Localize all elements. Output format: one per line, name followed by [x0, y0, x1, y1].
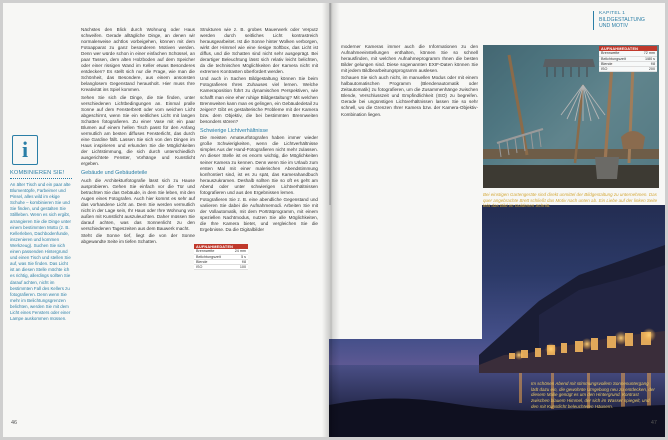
exif-row: Brennweite 72 mm	[601, 51, 655, 56]
exif-row: Belichtungszeit 5 s	[196, 254, 246, 259]
paragraph: Schauen Sie sich auch nicht, im manuellen Modus oder mit einem halbautomatischen Programm (Blendenautomatik oder Zeitautomatik) zu fotografieren, um die Zusammenhänge zwischen Blende, Verschlusszeit und Empfindlichkeit (ISO) zu begreifen. Gerade bei ungünstigen Lichtverhältnissen lassen Sie so sehr schnell, wo die Grenzen Ihrer Kamera bzw. der Kamera-Objektiv-Kombination liegen.	[341, 75, 478, 117]
paragraph: Und auch in Sachen Bildgestaltung können Sie beim Fotografieren Ihres Zuhauses viel lernen. Welche Kameraposition führt zu dynamischen Perspektiven, wie schafft man eine eher ruhige Bildgestaltung? Mit welchen Brennweiten kann man es gelingen, ein Gebäudedetail zu zeigen? Gibt es gestalterische Probleme mit der Kamera bzw. dem Objektiv, die bei bestimmten Brennweiten besonders stören?	[200, 76, 318, 124]
paragraph: Fotografieren Sie z. B. eine abendliche Gegenstand und variieren Sie dabei die Aufnahmemodi. Arbeiten Sie mit der Vollautomatik, mit dem Porträtprogramm, mit einem speziellen Nachtmodus, nutzen Sie alle Möglichkeiten, die Ihre Kamera bietet, und vergleichen Sie die Ergebnisse. Da die Digitalbilder	[200, 196, 318, 233]
text-column-right	[341, 44, 478, 119]
paragraph: Strukturen wie z. B. grobes Mauerwerk oder Verputz werden durch seitliches Licht kontrastreich herausgearbeitet. Ist die Sonne hinter Wolken verborgen, wirkt der Himmel wie eine riesige Softbox, das Licht ist diffus, und die Schatten sind nicht sehr ausgeprägt. Bei derartiger Beleuchtung lässt sich relativ leicht belichten, da die technischen Möglichkeiten der Kamera nicht mit extremen Kontrasten überfordert werden.	[200, 27, 318, 75]
text-column-1	[81, 27, 195, 246]
exif-row: Belichtungszeit 1/80 s	[601, 56, 655, 61]
book-gutter-shadow	[322, 3, 340, 437]
exif-box-tools	[599, 46, 657, 72]
left-page	[3, 3, 329, 437]
caption-night: Im schönen Abend mit stimmungsvollem Sonnenuntergang lädt dazu ein, die gewohnte Umgebung neu zu entdecken, der diesem Malle genügt es um den Hintergrund. Kontrast zwischen blauem Himmel, der sich im Wasser spiegelt, und den mit Kunstlicht beleuchteten Häusern.	[531, 381, 655, 409]
caption-tools: Bei einstigen Gartengeräte sind direkt unmittel der Bildgestaltung zu unternehmen. Das quer angebrachte Brett schließt das Motiv nach unten ab. Ein Liebe auf der linken Seite lebt das Bild im Goldenen Schnitt.	[483, 192, 658, 209]
sidebar-divider	[10, 178, 72, 179]
section-heading-low-light: Schwierige Lichtverhältnisse	[200, 127, 269, 134]
page-number-left: 46	[11, 420, 18, 426]
chapter-label: KAPITEL 1	[599, 11, 626, 16]
section-heading-buildings: Gebäude und Gebäudeteile	[81, 170, 148, 177]
exif-box-night	[194, 244, 248, 270]
chapter-title-line2: UND MOTIV	[599, 23, 629, 30]
paragraph: moderner Kameras immer auch die Informationen zu den Aufnahmeeinstellungen enthalten, können Sie so schnell herausfinden, mit welchen Aufnahmeprogramm Ihnen die besten Bilder gelungen sind. Diese sogenannten EXIF-Daten können Sie mit jedem Bildbearbeitungsprogramm auslesen.	[341, 44, 478, 74]
exif-row: Blende f/8	[196, 259, 246, 264]
exif-row: Blende f/8	[601, 61, 655, 66]
paragraph: Die meisten Amateurfotografen haben immer wieder große Schwierigkeiten, wenn die Lichtverhältnisse simples Aus der Hand-Fotografieren nicht mehr zulassen. An dieser Stelle ist es enorm wichtig, die Möglichkeiten seiner Kamera zu kennen. Denn wenn Sie im Urlaub zum ersten Mal mit einer malerischen Abendstimmung konfrontiert sind, ist es zu spät, das Kamerahandbuch herauszukramen. Deshalb sollten Sie so oft es geht am Abend oder unter schwierigen Lichtverhältnissen fotografieren und aus den Ergebnissen lernen.	[200, 135, 318, 195]
exif-row: ISO 100	[196, 265, 246, 270]
chapter-header	[593, 11, 663, 30]
exif-title: AUFNAHMEDATEN	[599, 46, 657, 51]
page-number-right: 47	[650, 420, 657, 426]
exif-row: Brennweite 24 mm	[196, 249, 246, 254]
text-backdrop	[329, 205, 482, 339]
text-column-2	[200, 27, 318, 234]
sidebar-text: An älter Tisch und ein paar alte Blumentöpfe, Farbeimer und Pinsel, alles wild im ekige Schuhe – kombinieren Sie und Sie finden, und gestalten Sie Stillleben. Wenn es sich ergibt, arrangieren Sie die Dinge unter einem bestimmten Motto (z. B. Kellerleben, Dachbodenfunde, inszenieren und kommen Werkzeug). Suchen Sie sich einen passenden Hintergrund und einen Tisch und stellen Sie auf, was Sie finden. Das Licht ist an diesen Stelle möchte ich es richtig, allerdings sollten Sie darauf achten, nicht im bestimmten Fall des Kellers zu fotografieren. Denn wenn Sie mehr im Belichtungsgrenzen belichten, werden Sie mit dem Licht eines Fensters oder einer Lampe auskommen müssen.	[10, 182, 72, 322]
sidebar-title: KOMBINIEREN SIE!	[10, 170, 65, 176]
chapter-title-line1: BILDGESTALTUNG	[599, 17, 645, 23]
paragraph: Steht die Sonne tief, liegt die von der Sonne abgewandte Seite im tiefen Schatten.	[81, 233, 195, 245]
info-icon: i	[12, 135, 38, 165]
exif-row: ISO 200	[601, 67, 655, 72]
paragraph: Nächstes den Blick durch Wohnung oder Haus schweifen. Gerade alltägliche Dinge, an denen wir normalerweise achtlos vorbeigehen, können mit dem Fotoapparat zu ganz besonderen Motiven werden. Denn wer würde schon in einer einfachen Schüssel, an paar Tassen, dem alten Holzboden auf dem Speicher oder einer rissigen Wand im Keller etwas Besonderes entdecken? Es stellt sich nur die Frage, wie man die Schönheit, das Besondere, aus einem ansonsten belanglosem Gegenstand herausholt. Hier muss Ihre Kreativität ins Spiel kommen.	[81, 27, 195, 93]
exif-title: AUFNAHMEDATEN	[194, 244, 248, 249]
paragraph: Auch die Architekturfotografie lässt sich zu Hause ausprobieren. Gehen Sie einfach vor die Tür und betrachten Sie das Gebäude, in dem Sie leben, mit den Augen eines Fotografen. Auch hier kommt es sehr auf das vorhandene Licht an. Dem Sie werden vermutlich nicht in der Lage sein, Ihr Haus oder Ihre Wohnung von außen mit Kunstlicht auszuleuchten. Daher müssen Sie darauf achten, was das Sonnenlicht zu den verschiedenen Tageszeiten aus dem Bauwerk macht.	[81, 177, 195, 232]
paragraph: Sehen Sie sich die Dinge, die Sie finden, unter verschiedenen Lichtbedingungen an. Einmal pralle Sonne auf dem Fensterbrett oder vom weichen Licht abgeschirmt, wenn Sie ein seitliches Licht mit langen Schatten fotografieren. Zu einer Vase mit ein paar Blumen auf einem hellen Tisch passt für den Anfang vermutlich am besten diffuses Fensterlicht, das durch eine Gardine fällt. Lassen Sie sich von den Dingen im Haus inspirieren und erkunden Sie die Möglichkeiten der Lichtstimmung, die sich durch unterschiedlich ausgerichtete Fenster, Vorhänge und Kunstlicht ergeben.	[81, 94, 195, 167]
